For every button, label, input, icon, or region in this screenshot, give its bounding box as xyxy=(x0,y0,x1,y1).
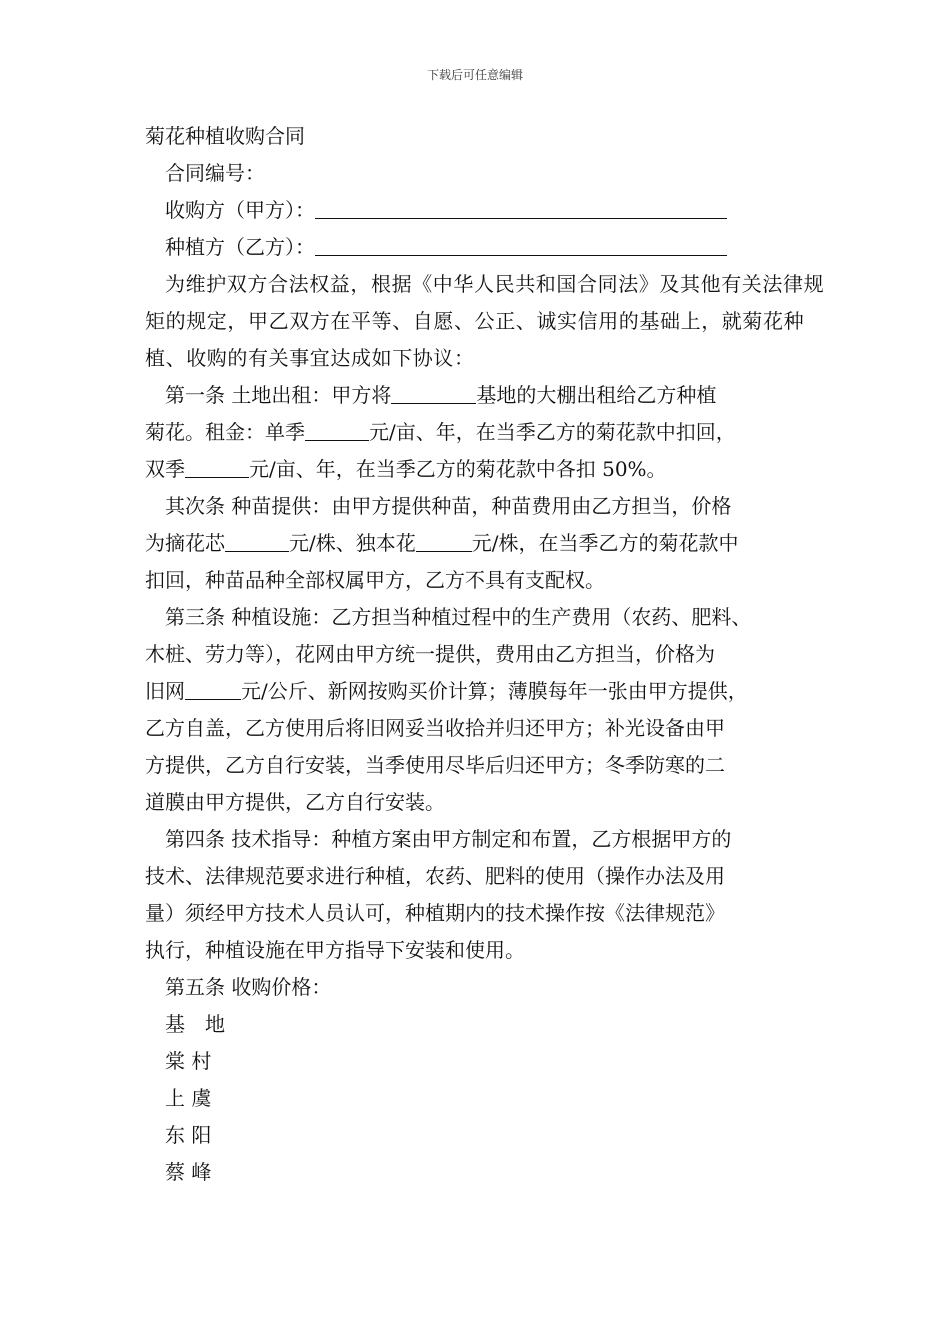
article-3-line-4: 乙方自盖，乙方使用后将旧网妥当收拾并归还甲方；补光设备由甲 xyxy=(145,716,725,740)
article-3-line-1: 第三条 种植设施：乙方担当种植过程中的生产费用（农药、肥料、 xyxy=(165,605,752,629)
base-item: 上 虞 xyxy=(165,1086,212,1110)
article-1-text-e: 双季 xyxy=(145,457,185,481)
article-2-text-b: 元/株、独本花 xyxy=(289,531,416,555)
contract-number-label: 合同编号： xyxy=(165,161,265,185)
article-3-line-5: 方提供，乙方自行安装，当季使用尽毕后归还甲方；冬季防寒的二 xyxy=(145,753,725,777)
article-1-line-2 xyxy=(145,414,825,451)
party-b-label: 种植方（乙方）： xyxy=(165,235,315,259)
article-2-line-1: 其次条 种苗提供：由甲方提供种苗，种苗费用由乙方担当，价格 xyxy=(165,494,732,518)
article-1-text-f: 元/亩、年，在当季乙方的菊花款中各扣 50%。 xyxy=(249,457,667,481)
base-item: 蔡 峰 xyxy=(165,1160,212,1184)
old-net-price-blank[interactable] xyxy=(185,677,241,700)
single-flower-price-blank[interactable] xyxy=(416,529,472,552)
article-4-line-2: 技术、法律规范要求进行种植，农药、肥料的使用（操作办法及用 xyxy=(145,864,725,888)
article-2-line-3: 扣回，种苗品种全部权属甲方，乙方不具有支配权。 xyxy=(145,568,605,592)
base-name-blank[interactable] xyxy=(391,381,476,404)
party-a-label: 收购方（甲方）： xyxy=(165,198,315,222)
article-1-text-c: 菊花。租金：单季 xyxy=(145,420,305,444)
contract-body xyxy=(145,118,825,1191)
article-1-text-b: 基地的大棚出租给乙方种植 xyxy=(476,383,717,407)
article-1-line-1 xyxy=(145,377,825,414)
pinched-seedling-price-blank[interactable] xyxy=(225,529,289,552)
article-4-line-4: 执行，种植设施在甲方指导下安装和使用。 xyxy=(145,938,525,962)
preamble-paragraph: 为维护双方合法权益，根据《中华人民共和国合同法》及其他有关法律规矩的规定，甲乙双方在平等、自愿、公正、诚实信用的基础上，就菊花种植、收购的有关事宜达成如下协议： xyxy=(145,272,825,370)
article-3-line-3 xyxy=(145,673,825,710)
article-3-text-b: 元/公斤、新网按购买价计算；薄膜每年一张由甲方提供， xyxy=(241,679,748,703)
double-season-rent-blank[interactable] xyxy=(185,455,249,478)
contract-title: 菊花种植收购合同 xyxy=(145,124,305,148)
article-3-line-6: 道膜由甲方提供，乙方自行安装。 xyxy=(145,790,445,814)
party-a-blank[interactable] xyxy=(315,196,727,219)
base-header: 基 地 xyxy=(165,1012,225,1036)
party-a-line xyxy=(145,192,825,229)
base-item: 棠 村 xyxy=(165,1049,212,1073)
article-4-line-1: 第四条 技术指导：种植方案由甲方制定和布置，乙方根据甲方的 xyxy=(165,827,732,851)
article-2-text-c: 元/株，在当季乙方的菊花款中 xyxy=(471,531,739,555)
article-2-text-a: 为摘花芯 xyxy=(145,531,225,555)
base-item: 东 阳 xyxy=(165,1123,212,1147)
party-b-blank[interactable] xyxy=(315,233,727,256)
single-season-rent-blank[interactable] xyxy=(305,418,369,441)
party-b-line xyxy=(145,229,825,266)
article-1-text-d: 元/亩、年，在当季乙方的菊花款中扣回， xyxy=(369,420,736,444)
article-2-line-2 xyxy=(145,525,825,562)
article-5-heading: 第五条 收购价格： xyxy=(165,975,332,999)
article-3-line-2: 木桩、劳力等），花网由甲方统一提供，费用由乙方担当，价格为 xyxy=(145,642,715,666)
article-4-line-3: 量）须经甲方技术人员认可，种植期内的技术操作按《法律规范》 xyxy=(145,901,725,925)
article-1-line-3 xyxy=(145,451,825,488)
article-1-text-a: 第一条 土地出租：甲方将 xyxy=(165,383,392,407)
header-note: 下载后可任意编辑 xyxy=(426,68,523,82)
article-3-text-a: 旧网 xyxy=(145,679,185,703)
